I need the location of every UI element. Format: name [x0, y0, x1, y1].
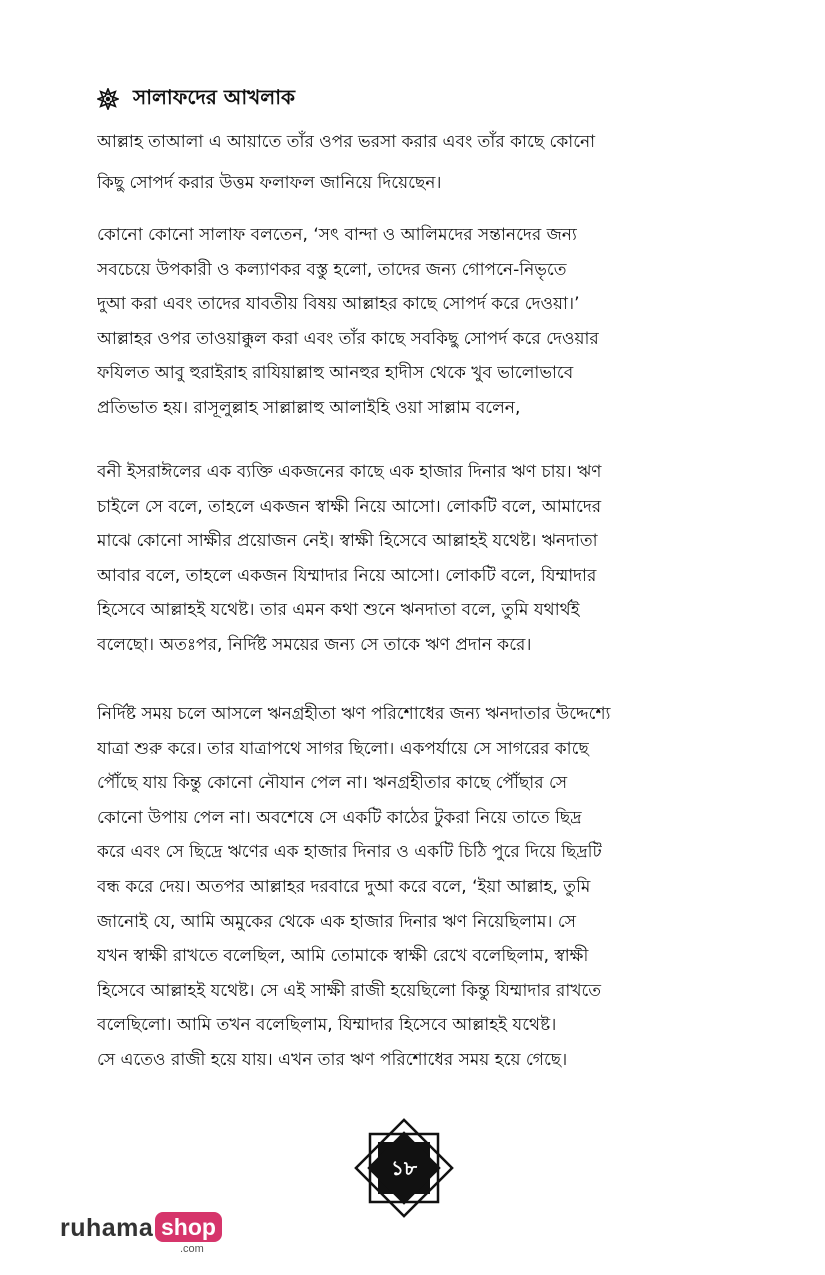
page-number-badge: [354, 1118, 454, 1218]
text-line: দুআ করা এবং তাদের যাবতীয় বিষয় আল্লাহর কাছে সোপর্দ করে দেওয়া।’: [97, 294, 580, 315]
logo-shop-text: shop: [155, 1212, 222, 1242]
text-line: বলেছিলো। আমি তখন বলেছিলাম, যিম্মাদার হিসেবে আল্লাহই যথেষ্ট।: [97, 1015, 557, 1036]
paragraph-2: [97, 218, 711, 426]
ornament-icon: [97, 88, 119, 110]
text-line: যখন স্বাক্ষী রাখতে বলেছিল, আমি তোমাকে স্বাক্ষী রেখে বলেছিলাম, স্বাক্ষী: [97, 946, 589, 967]
text-line: বনী ইসরাঈলের এক ব্যক্তি একজনের কাছে এক হাজার দিনার ঋণ চায়। ঋণ: [97, 462, 602, 482]
text-line: করে এবং সে ছিদ্রে ঋণের এক হাজার দিনার ও একটি চিঠি পুরে দিয়ে ছিদ্রটি: [97, 842, 602, 863]
text-line: পৌঁছে যায় কিন্তু কোনো নৌযান পেল না। ঋনগ্রহীতার কাছে পৌঁছার সে: [97, 773, 568, 794]
paragraph-4: [97, 697, 711, 1078]
text-line: কিছু সোপর্দ করার উত্তম ফলাফল জানিয়ে দিয়েছেন।: [97, 173, 442, 193]
text-line: চাইলে সে বলে, তাহলে একজন স্বাক্ষী নিয়ে আসো। লোকটি বলে, আমাদের: [97, 496, 602, 517]
text-line: হিসেবে আল্লাহই যথেষ্ট। সে এই সাক্ষী রাজী হয়েছিলো কিন্তু যিম্মাদার রাখতে: [97, 980, 602, 1001]
text-line: বন্ধ করে দেয়। অতপর আল্লাহর দরবারে দুআ করে বলে, ‘ইয়া আল্লাহ, তুমি: [97, 876, 591, 897]
text-line: প্রতিভাত হয়। রাসূলুল্লাহ সাল্লাল্লাহু আলাইহি ওয়া সাল্লাম বলেন,: [97, 397, 521, 418]
logo-ruhama-text: ruhama: [60, 1214, 154, 1242]
paragraph-3: [97, 455, 711, 663]
page-header: [97, 84, 295, 114]
text-line: ফযিলত আবু হুরাইরাহ রাযিয়াল্লাহু আনহুর হাদীস থেকে খুব ভালোভাবে: [97, 363, 574, 384]
text-line: যাত্রা শুরু করে। তার যাত্রাপথে সাগর ছিলো। একপর্যায়ে সে সাগরের কাছে: [97, 738, 589, 759]
text-line: আবার বলে, তাহলে একজন যিম্মাদার নিয়ে আসো। লোকটি বলে, যিম্মাদার: [97, 565, 597, 586]
logo-com-text: .com: [180, 1243, 204, 1255]
text-line: আল্লাহর ওপর তাওয়াক্কুল করা এবং তাঁর কাছে সবকিছু সোপর্দ করে দেওয়ার: [97, 328, 599, 349]
text-line: মাঝে কোনো সাক্ষীর প্রয়োজন নেই। স্বাক্ষী হিসেবে আল্লাহই যথেষ্ট। ঋনদাতা: [97, 531, 598, 552]
page-number: ১৮: [391, 1156, 417, 1180]
text-line: নির্দিষ্ট সময় চলে আসলে ঋনগ্রহীতা ঋণ পরিশোধের জন্য ঋনদাতার উদ্দেশ্যে: [97, 704, 611, 724]
text-line: কোনো কোনো সালাফ বলতেন, ‘সৎ বান্দা ও আলিমদের সন্তানদের জন্য: [97, 225, 577, 245]
text-line: কোনো উপায় পেল না। অবশেষে সে একটি কাঠের টুকরা নিয়ে তাতে ছিদ্র: [97, 807, 582, 828]
text-line: হিসেবে আল্লাহই যথেষ্ট। তার এমন কথা শুনে ঋনদাতা বলে, তুমি যথার্থই: [97, 600, 580, 621]
ruhamashop-logo: [60, 1210, 230, 1260]
text-line: বলেছো। অতঃপর, নির্দিষ্ট সময়ের জন্য সে তাকে ঋণ প্রদান করে।: [97, 634, 532, 655]
text-line: জানোই যে, আমি অমুকের থেকে এক হাজার দিনার ঋণ নিয়েছিলাম। সে: [97, 911, 577, 932]
text-line: সবচেয়ে উপকারী ও কল্যাণকর বস্তু হলো, তাদের জন্য গোপনে-নিভৃতে: [97, 259, 567, 280]
text-line: আল্লাহ তাআলা এ আয়াতে তাঁর ওপর ভরসা করার এবং তাঁর কাছে কোনো: [97, 132, 596, 152]
running-header-title: সালাফদের আখলাক: [133, 84, 295, 109]
text-line: সে এতেও রাজী হয়ে যায়। এখন তার ঋণ পরিশোধের সময় হয়ে গেছে।: [97, 1049, 568, 1070]
paragraph-1: [97, 122, 711, 204]
